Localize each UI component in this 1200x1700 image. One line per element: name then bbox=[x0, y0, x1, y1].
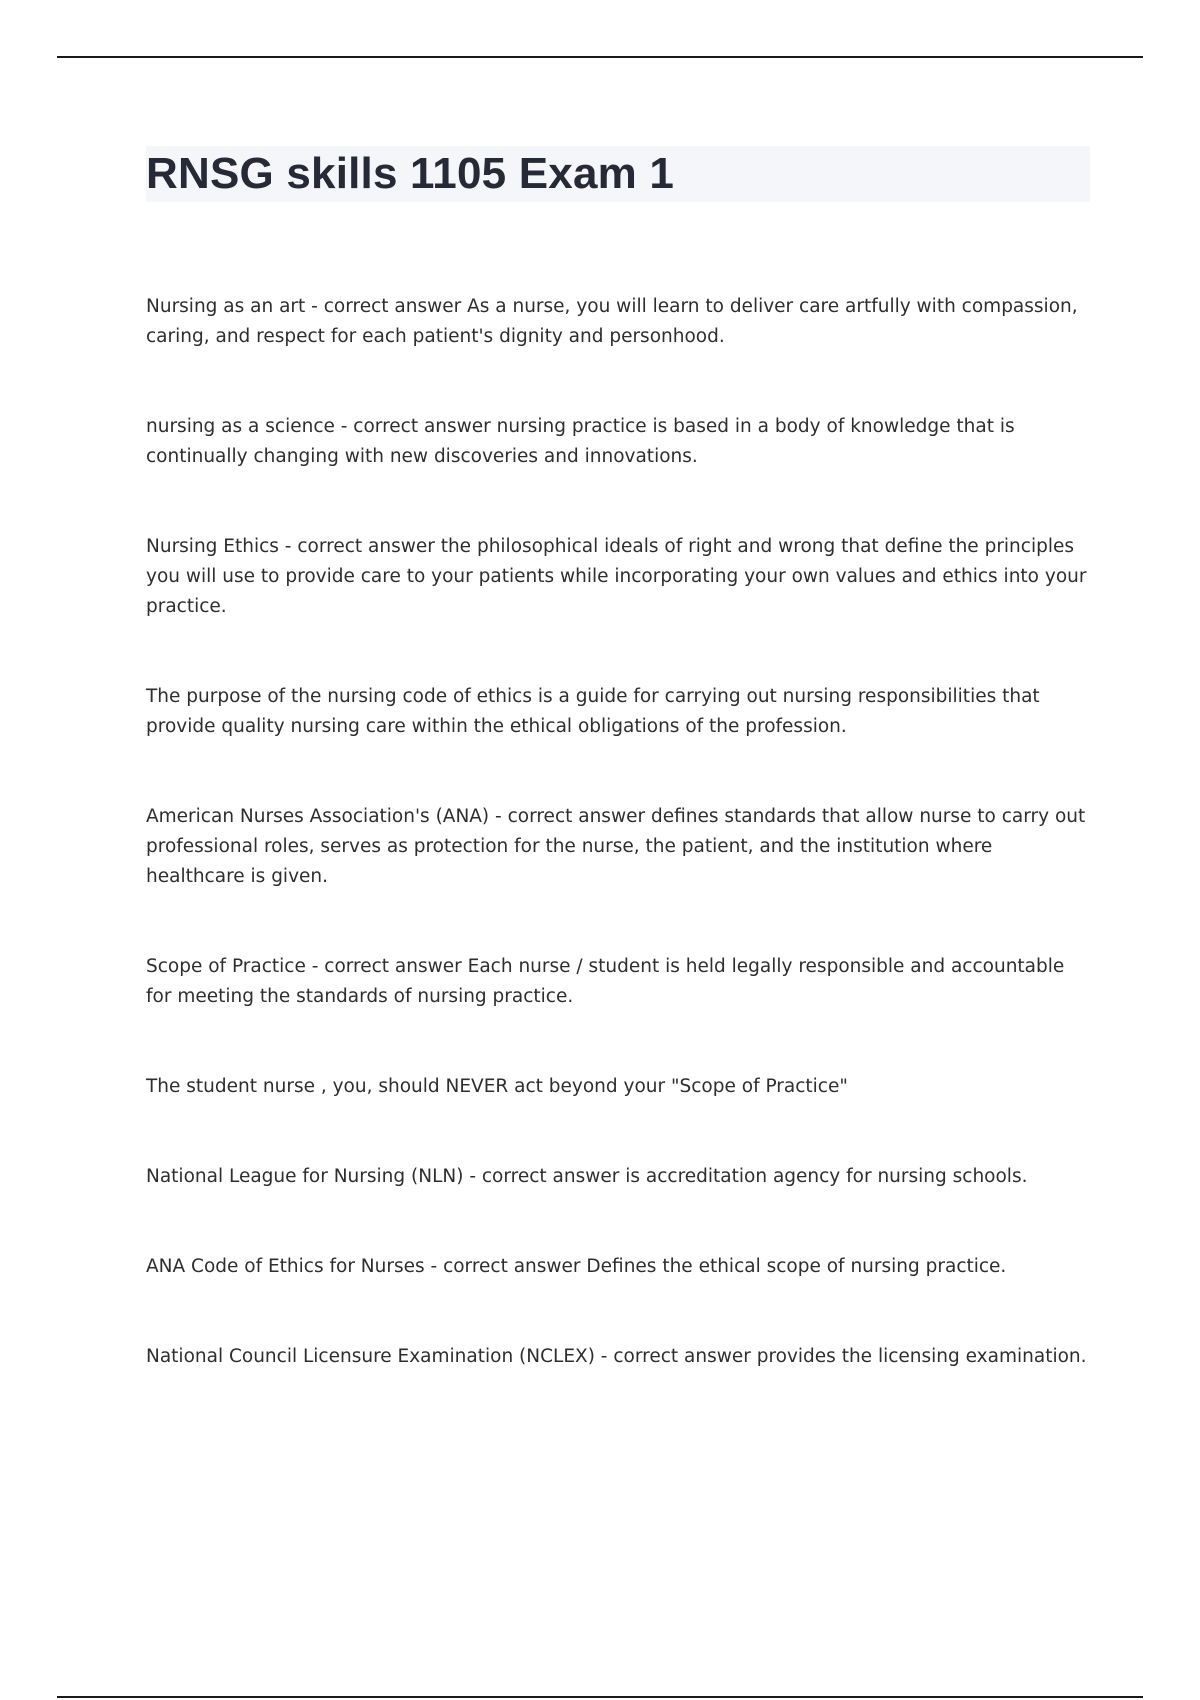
document-title: RNSG skills 1105 Exam 1 bbox=[146, 149, 675, 198]
entry-ana: American Nurses Association's (ANA) - correct answer defines standards that allow nurse to carry out professional roles, serves as protection for the nurse, the patient, and the institution where healthcare is given. bbox=[146, 806, 1086, 887]
top-divider bbox=[57, 56, 1143, 58]
entry-nursing-as-art: Nursing as an art - correct answer As a nurse, you will learn to deliver care artfully with compassion, caring, and respect for each patient's dignity and personhood. bbox=[146, 296, 1078, 347]
flashcard-list bbox=[146, 292, 1090, 1372]
entry-nursing-as-science: nursing as a science - correct answer nursing practice is based in a body of knowledge that is continually changing with new discoveries and innovations. bbox=[146, 416, 1015, 467]
entry-nclex: National Council Licensure Examination (NCLEX) - correct answer provides the licensing examination. bbox=[146, 1346, 1087, 1367]
entry-scope-of-practice: Scope of Practice - correct answer Each nurse / student is held legally responsible and accountable for meeting the standards of nursing practice. bbox=[146, 956, 1065, 1007]
entry-student-nurse: The student nurse , you, should NEVER act beyond your "Scope of Practice" bbox=[146, 1076, 848, 1097]
entry-code-of-ethics-purpose: The purpose of the nursing code of ethics is a guide for carrying out nursing responsibilities that provide quality nursing care within the ethical obligations of the profession. bbox=[146, 686, 1040, 737]
entry-ana-code: ANA Code of Ethics for Nurses - correct answer Defines the ethical scope of nursing practice. bbox=[146, 1256, 1007, 1277]
bottom-divider bbox=[57, 1696, 1143, 1698]
entry-nursing-ethics: Nursing Ethics - correct answer the philosophical ideals of right and wrong that define the principles you will use to provide care to your patients while incorporating your own values and ethics into your practice. bbox=[146, 536, 1087, 617]
entry-nln: National League for Nursing (NLN) - correct answer is accreditation agency for nursing schools. bbox=[146, 1166, 1028, 1187]
